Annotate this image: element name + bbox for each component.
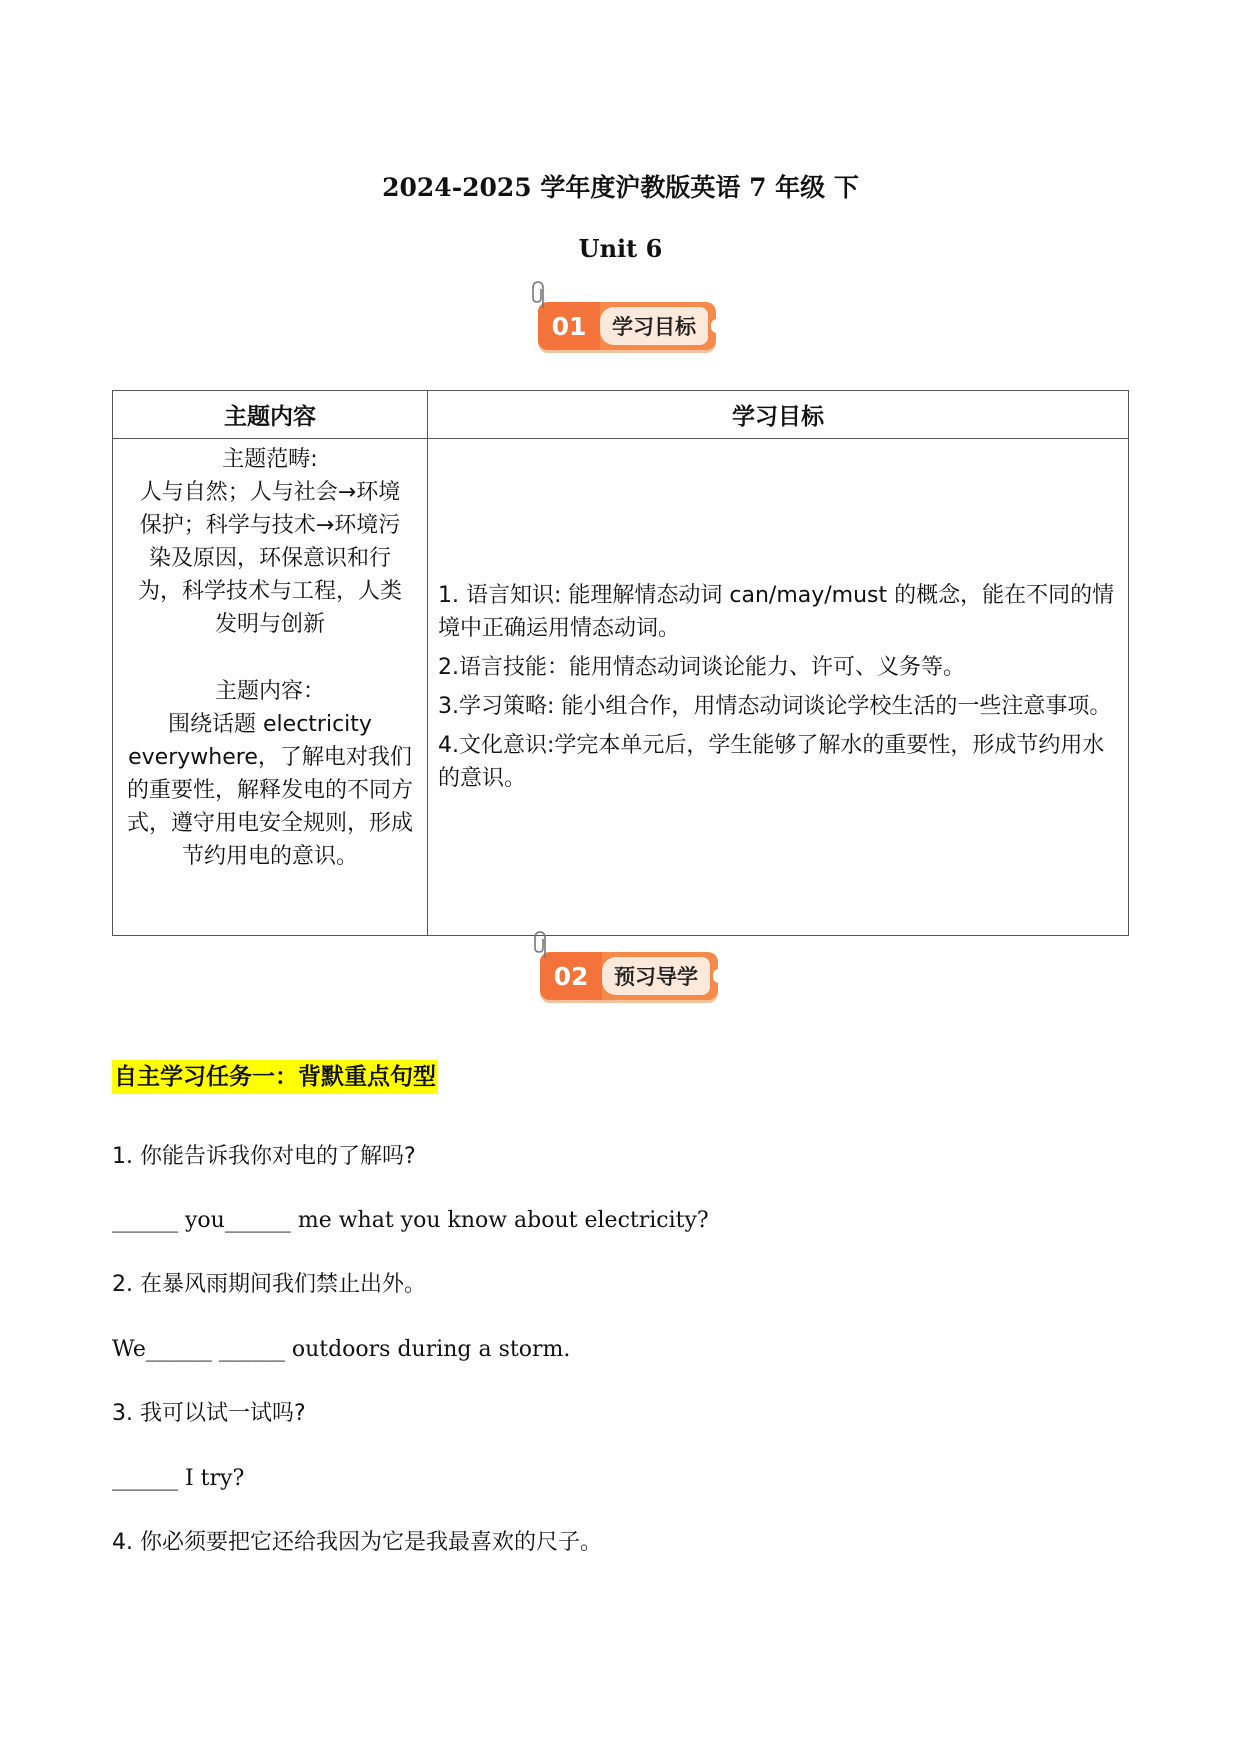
unit-title: Unit 6 [578,234,663,263]
section-label: 预习导学 [602,957,710,995]
topic-cell [113,439,428,936]
document-title: 2024-2025 学年度沪教版英语 7 年级 下 [382,173,859,202]
section-number: 02 [540,952,602,1000]
goal-item: 3.学习策略: 能小组合作，用情态动词谈论学校生活的一些注意事项。 [438,694,1112,719]
topic-category: 人与自然；人与社会→环境保护；科学与技术→环境污染及原因，环保意识和行为，科学技术与工程，人类发明与创新 [137,480,402,637]
objectives-table [112,390,1129,936]
question-text: 3. 我可以试一试吗? [112,1401,306,1426]
question-text: 1. 你能告诉我你对电的了解吗? [112,1144,416,1169]
table-header-topic: 主题内容 [113,391,428,439]
question-2 [112,1270,426,1300]
goal-item: 4.文化意识:学完本单元后，学生能够了解水的重要性，形成节约用水的意识。 [438,733,1105,791]
question-1 [112,1142,416,1172]
goal-item: 1. 语言知识: 能理解情态动词 can/may/must 的概念，能在不同的情境中正确运用情态动词。 [438,583,1115,641]
answer-line-3[interactable]: ______ I try? [112,1466,245,1491]
section-badge-objectives [538,302,716,350]
topic-category-label: 主题范畴: [222,447,318,472]
section-label: 学习目标 [600,307,708,345]
answer-line-1[interactable]: ______ you______ me what you know about electricity? [112,1208,709,1233]
goals-cell [428,439,1129,936]
question-3 [112,1399,306,1429]
section-number: 01 [538,302,600,350]
section-badge-preview [540,952,718,1000]
question-4 [112,1528,602,1558]
answer-line-2[interactable]: We______ ______ outdoors during a storm. [112,1337,571,1362]
topic-content: 围绕话题 electricity everywhere，了解电对我们的重要性，解释发电的不同方式，遵守用电安全规则，形成节约用电的意识。 [126,712,413,869]
table-header-goals: 学习目标 [428,391,1129,439]
topic-content-label: 主题内容： [214,679,325,704]
goal-item: 2.语言技能：能用情态动词谈论能力、许可、义务等。 [438,655,965,680]
paperclip-icon [534,930,556,960]
question-text: 4. 你必须要把它还给我因为它是我最喜欢的尺子。 [112,1530,602,1555]
question-text: 2. 在暴风雨期间我们禁止出外。 [112,1272,426,1297]
paperclip-icon [532,280,554,310]
task-heading: 自主学习任务一：背默重点句型 [112,1060,438,1094]
